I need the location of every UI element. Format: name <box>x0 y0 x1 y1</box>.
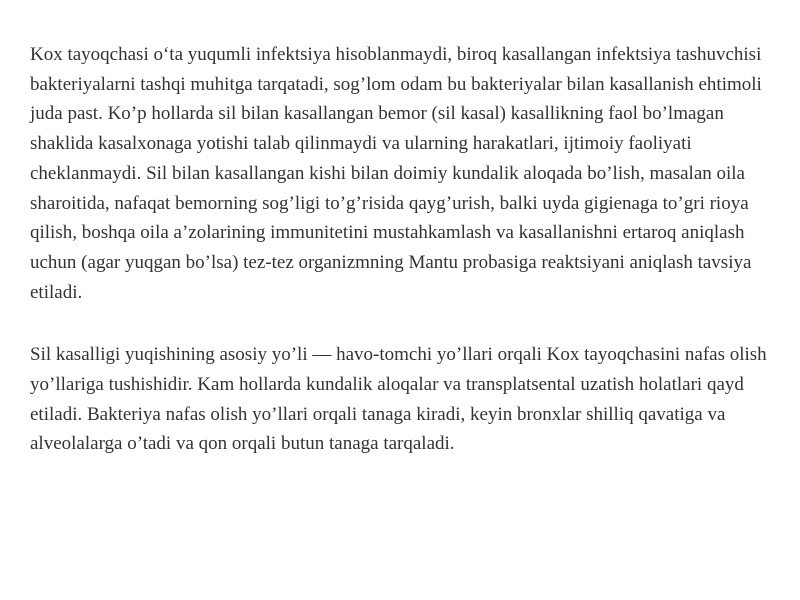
text-line: etiladi. Bakteriya nafas olish yo’llari orqali tanaga kiradi, keyin bronxlar shilliq qavatiga va <box>30 403 726 425</box>
paragraph-1 <box>30 40 780 307</box>
text-line: Sil kasalligi yuqishining asosiy yo’li — havo-tomchi yo’llari orqali Kox tayoqchasini nafas olish <box>30 344 767 366</box>
text-line: etiladi. <box>30 281 83 303</box>
text-line: shaklida kasalxonaga yotishi talab qilinmaydi va ularning harakatlari, ijtimoiy faoliyati <box>30 133 692 155</box>
paragraph-2 <box>30 340 780 459</box>
text-line: uchun (agar yuqgan bo’lsa) tez-tez organizmning Mantu probasiga reaktsiyani aniqlash tavsiya <box>30 251 752 273</box>
text-line: yo’llariga tushishidir. Kam hollarda kundalik aloqalar va transplatsental uzatish holatlari qayd <box>30 374 744 396</box>
text-line: cheklanmaydi. Sil bilan kasallangan kishi bilan doimiy kundalik aloqada bo’lish, masalan oila <box>30 162 745 184</box>
text-line: bakteriyalarni tashqi muhitga tarqatadi, sog’lom odam bu bakteriyalar bilan kasallanish ehtimoli <box>30 73 762 95</box>
text-line: alveolalarga o’tadi va qon orqali butun tanaga tarqaladi. <box>30 433 455 455</box>
text-line: juda past. Ko’p hollarda sil bilan kasallangan bemor (sil kasal) kasallikning faol bo’lmagan <box>30 103 724 125</box>
article-body <box>30 40 780 459</box>
text-line: qilish, boshqa oila a’zolarining immunitetini mustahkamlash va kasallanishni ertaroq aniqlash <box>30 222 745 244</box>
text-line: sharoitida, nafaqat bemorning sog’ligi to’g’risida qayg’urish, balki uyda gigienaga to’gri rioya <box>30 192 749 214</box>
text-line: Kox tayoqchasi o‘ta yuqumli infektsiya hisoblanmaydi, biroq kasallangan infektsiya tashuvchisi <box>30 44 762 65</box>
